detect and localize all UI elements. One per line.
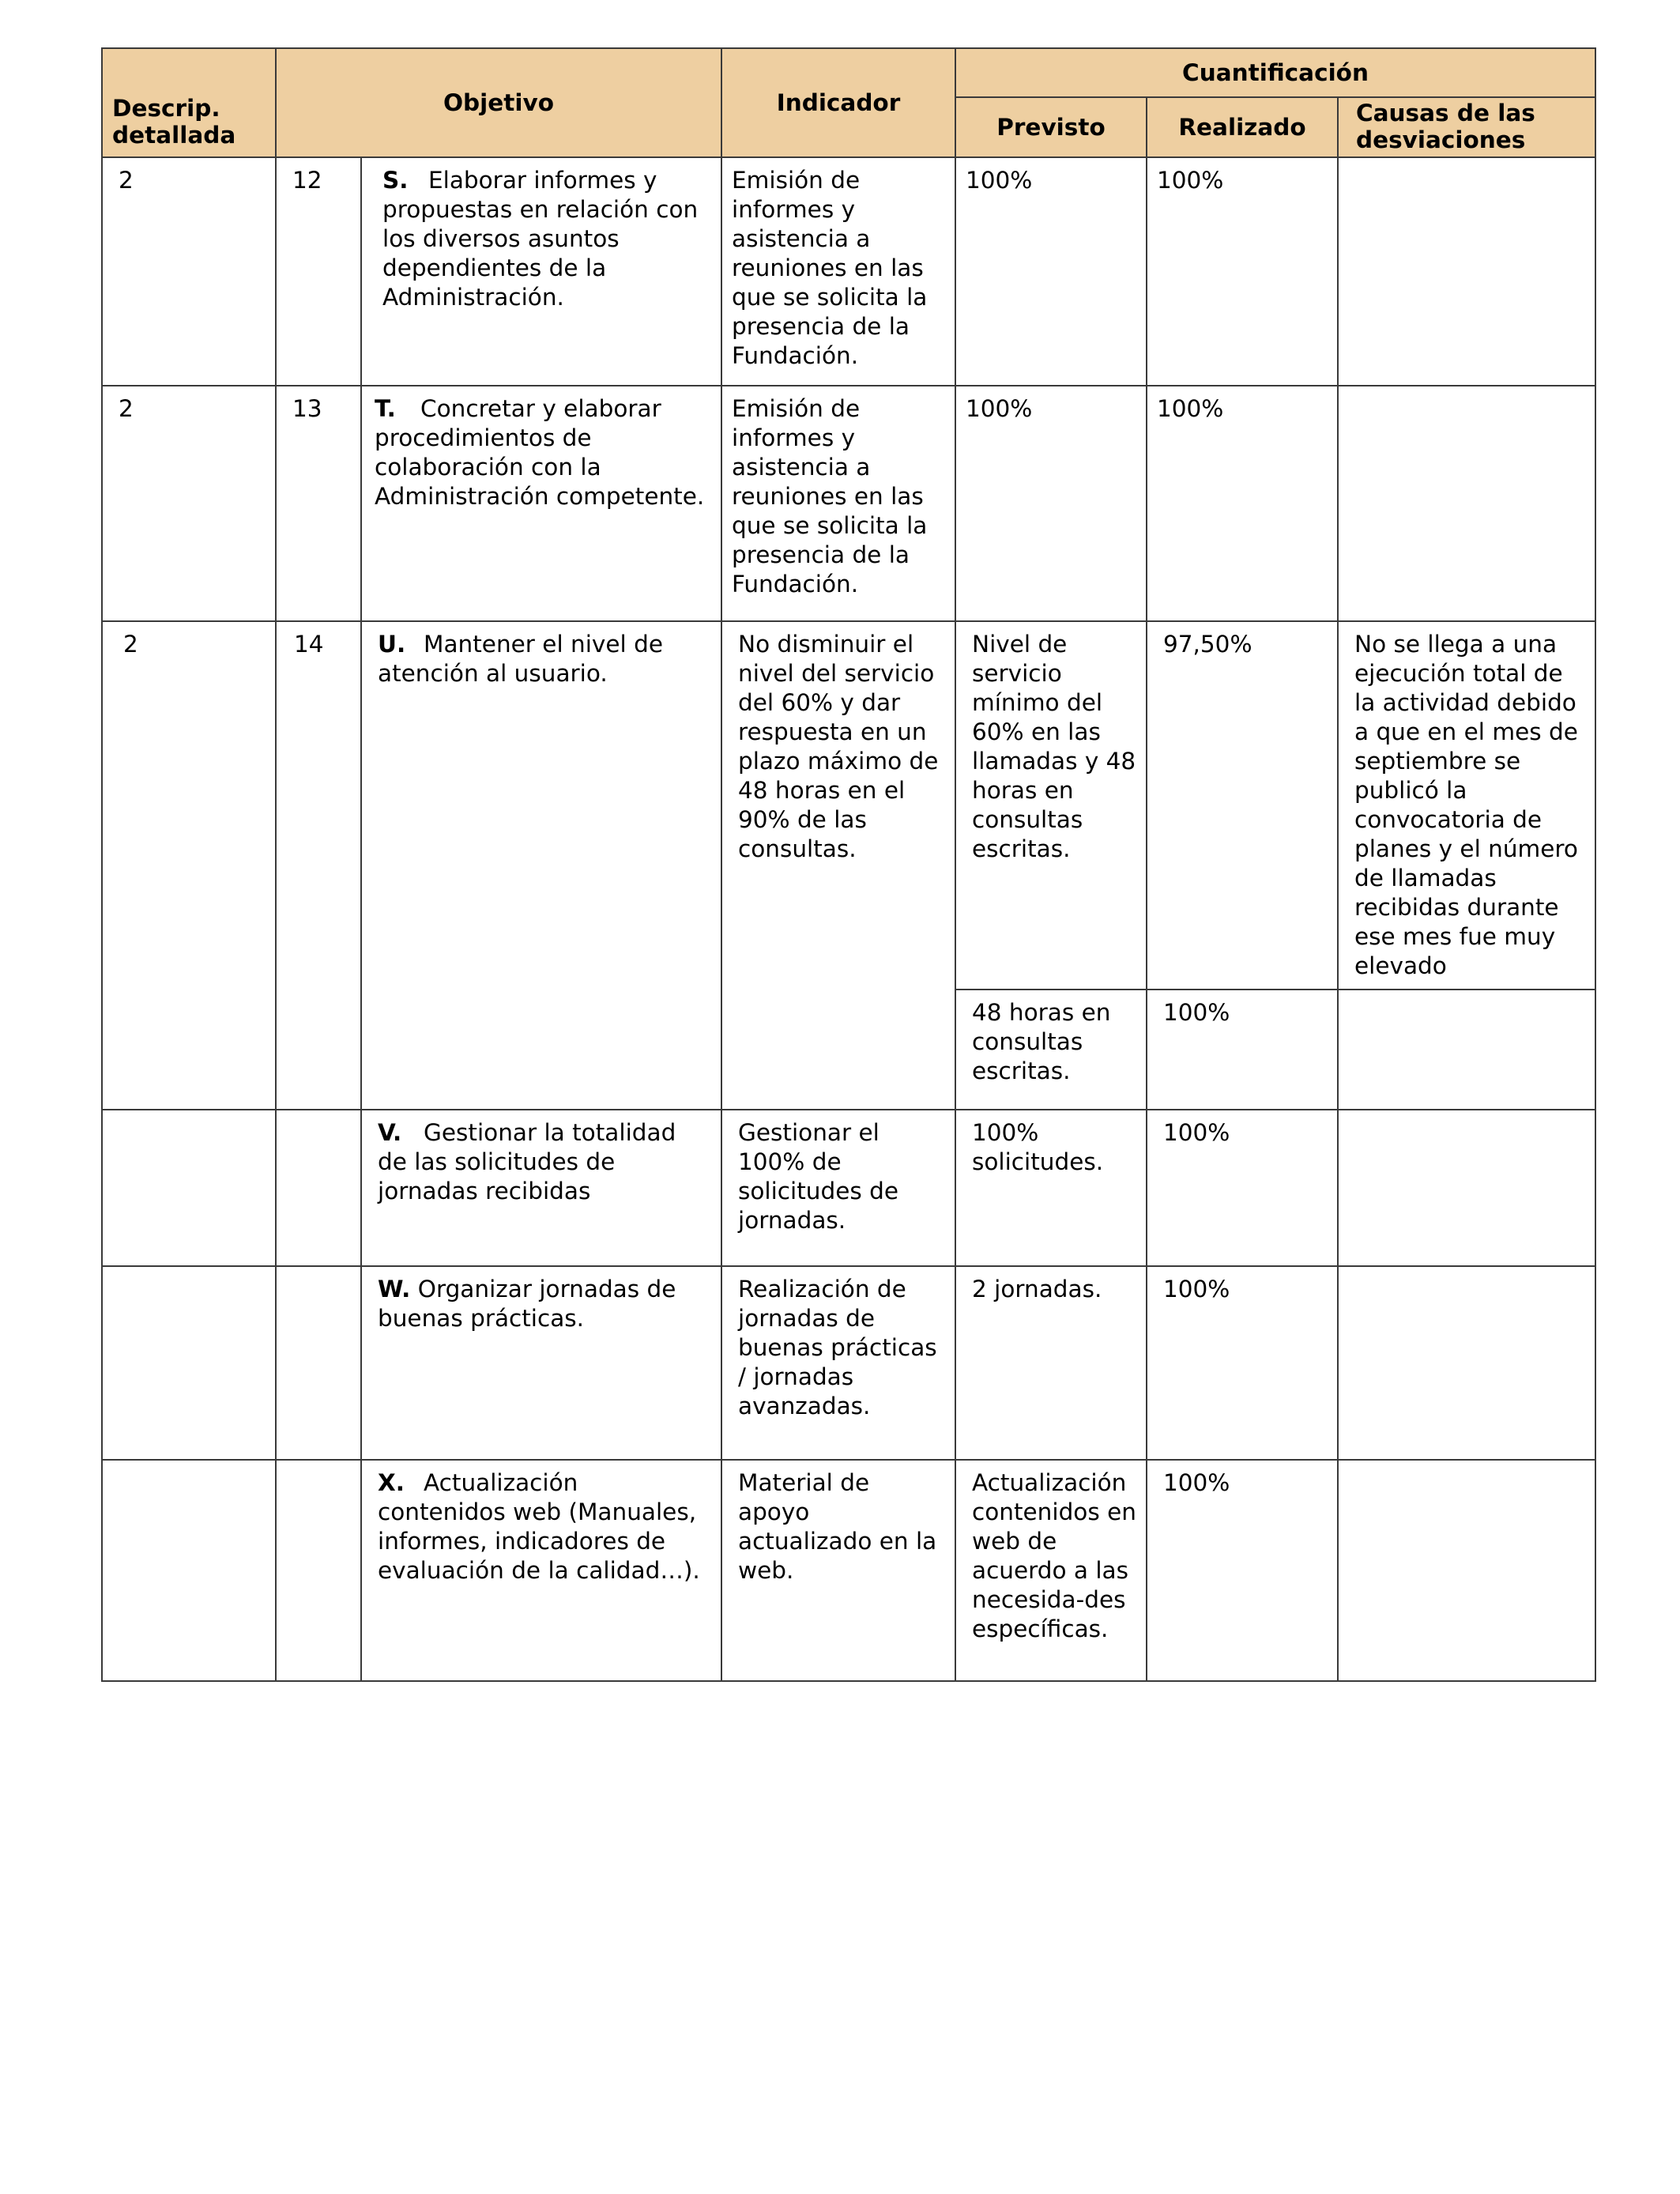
objective-text: Mantener el nivel de atención al usuario. <box>378 631 663 687</box>
header-objetivo: Objetivo <box>276 48 721 157</box>
cell-indicador: Emisión de informes y asistencia a reuniones en las que se solicita la presencia de la Fundación. <box>721 386 955 621</box>
cell-previsto: 2 jornadas. <box>955 1266 1147 1460</box>
cell-num: 13 <box>276 386 361 621</box>
objective-letter: U. <box>378 631 406 658</box>
cell-realizado: 100% <box>1147 157 1338 386</box>
cell-previsto: 48 horas en consultas escritas. <box>955 990 1147 1110</box>
table-row <box>102 1266 1595 1460</box>
cell-descrip <box>102 1266 276 1460</box>
evaluation-table <box>101 47 1596 1682</box>
objective-text: Actualización contenidos web (Manuales, informes, indicadores de evaluación de la calidad…). <box>378 1469 700 1584</box>
cell-indicador: Realización de jornadas de buenas prácticas / jornadas avanzadas. <box>721 1266 955 1460</box>
cell-objetivo <box>361 1110 721 1266</box>
cell-objetivo <box>361 386 721 621</box>
cell-previsto: Actualización contenidos en web de acuerdo a las necesida-des específicas. <box>955 1460 1147 1681</box>
cell-causas <box>1338 1266 1595 1460</box>
cell-causas <box>1338 386 1595 621</box>
cell-previsto: 100% solicitudes. <box>955 1110 1147 1266</box>
cell-num: 14 <box>276 621 361 1110</box>
cell-descrip <box>102 1110 276 1266</box>
cell-num <box>276 1266 361 1460</box>
cell-num <box>276 1110 361 1266</box>
header-cuantificacion: Cuantificación <box>955 48 1595 97</box>
table-row <box>102 621 1595 990</box>
cell-causas <box>1338 157 1595 386</box>
cell-realizado: 100% <box>1147 1266 1338 1460</box>
cell-causas <box>1338 990 1595 1110</box>
objective-letter: V. <box>378 1119 402 1146</box>
objective-letter: W. <box>378 1276 411 1302</box>
cell-indicador: Gestionar el 100% de solicitudes de jornadas. <box>721 1110 955 1266</box>
cell-objetivo <box>361 1460 721 1681</box>
cell-causas <box>1338 1110 1595 1266</box>
cell-indicador: Emisión de informes y asistencia a reuniones en las que se solicita la presencia de la Fundación. <box>721 157 955 386</box>
header-indicador: Indicador <box>721 48 955 157</box>
cell-realizado: 100% <box>1147 1460 1338 1681</box>
header-realizado: Realizado <box>1147 97 1338 157</box>
cell-realizado: 97,50% <box>1147 621 1338 990</box>
cell-previsto: Nivel de servicio mínimo del 60% en las llamadas y 48 horas en consultas escritas. <box>955 621 1147 990</box>
header-previsto: Previsto <box>955 97 1147 157</box>
cell-descrip: 2 <box>102 621 276 1110</box>
objective-text: Concretar y elaborar procedimientos de colaboración con la Administración competente. <box>375 395 705 510</box>
cell-objetivo <box>361 157 721 386</box>
objective-letter: T. <box>375 395 396 422</box>
header-descrip: Descrip. detallada <box>102 48 276 157</box>
table-row <box>102 1460 1595 1681</box>
cell-objetivo <box>361 1266 721 1460</box>
table-row <box>102 386 1595 621</box>
cell-objetivo <box>361 621 721 1110</box>
cell-descrip <box>102 1460 276 1681</box>
cell-indicador: No disminuir el nivel del servicio del 60% y dar respuesta en un plazo máximo de 48 horas en el 90% de las consultas. <box>721 621 955 1110</box>
objective-text: Elaborar informes y propuestas en relación con los diversos asuntos dependientes de la Administración. <box>382 167 699 311</box>
objective-text: Organizar jornadas de buenas prácticas. <box>378 1276 676 1332</box>
cell-previsto: 100% <box>955 386 1147 621</box>
cell-realizado: 100% <box>1147 386 1338 621</box>
cell-causas <box>1338 1460 1595 1681</box>
cell-previsto: 100% <box>955 157 1147 386</box>
objective-text: Gestionar la totalidad de las solicitudes de jornadas recibidas <box>378 1119 676 1204</box>
cell-num <box>276 1460 361 1681</box>
cell-indicador: Material de apoyo actualizado en la web. <box>721 1460 955 1681</box>
cell-num: 12 <box>276 157 361 386</box>
table-row <box>102 1110 1595 1266</box>
cell-descrip: 2 <box>102 386 276 621</box>
cell-causas: No se llega a una ejecución total de la actividad debido a que en el mes de septiembre se publicó la convocatoria de planes y el número de llamadas recibidas durante ese mes fue muy elevado <box>1338 621 1595 990</box>
cell-realizado: 100% <box>1147 990 1338 1110</box>
cell-descrip: 2 <box>102 157 276 386</box>
cell-realizado: 100% <box>1147 1110 1338 1266</box>
objective-letter: X. <box>378 1469 405 1496</box>
table-row <box>102 157 1595 386</box>
header-causas: Causas de las desviaciones <box>1338 97 1595 157</box>
objective-letter: S. <box>382 167 409 194</box>
